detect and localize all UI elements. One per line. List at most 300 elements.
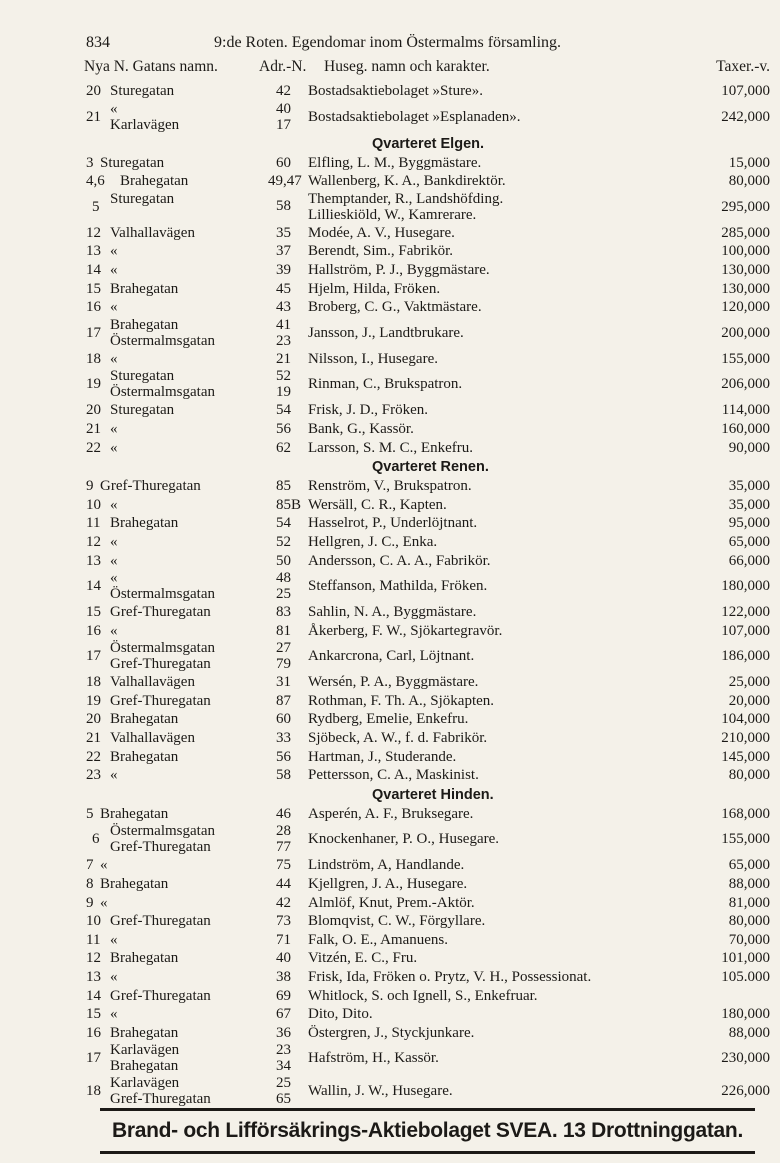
lot-number: 12	[86, 950, 101, 967]
tax-value: 155,000	[721, 350, 770, 367]
table-row	[0, 949, 780, 968]
lot-number: 13	[86, 243, 101, 260]
table-row	[0, 82, 780, 101]
owner-name: Lillieskiöld, W., Kamrerare.	[308, 206, 477, 223]
lot-number: 19	[86, 692, 101, 709]
lot-number: 22	[86, 748, 101, 765]
owner-name: Wallin, J. W., Husegare.	[308, 1083, 453, 1100]
address-number: 25	[276, 586, 291, 603]
table-row	[0, 622, 780, 641]
owner-name: Hellgren, J. C., Enka.	[308, 533, 438, 550]
table-row	[0, 710, 780, 729]
lot-number: 11	[86, 931, 101, 948]
address-number: 36	[276, 1024, 291, 1041]
address-number: 56	[276, 420, 291, 437]
table-row	[0, 533, 780, 552]
section-title: Qvarteret Hinden.	[372, 786, 494, 803]
address-number: 43	[276, 299, 291, 316]
tax-value: 20,000	[728, 692, 770, 709]
owner-name: Pettersson, C. A., Maskinist.	[308, 767, 479, 784]
tax-value: 114,000	[721, 402, 770, 419]
street-name: «	[110, 1006, 118, 1023]
owner-name: Ankarcrona, Carl, Löjtnant.	[308, 648, 475, 665]
address-number: 54	[276, 402, 291, 419]
owner-name: Frisk, Ida, Fröken o. Prytz, V. H., Possessionat.	[308, 969, 592, 985]
lot-number: 20	[86, 402, 101, 419]
table-row	[0, 856, 780, 875]
street-names	[110, 317, 215, 349]
table-row	[0, 242, 780, 261]
table-row	[0, 805, 780, 824]
page-number: 834	[86, 34, 110, 51]
lot-number: 6	[92, 831, 100, 848]
street-names	[110, 1075, 211, 1107]
table-row	[0, 477, 780, 496]
owner-name: Andersson, C. A. A., Fabrikör.	[308, 552, 491, 569]
street-name: Brahegatan	[110, 748, 179, 765]
owner-name: Elfling, L. M., Byggmästare.	[308, 154, 482, 171]
tax-value: 210,000	[721, 730, 770, 747]
street-name: Sturegatan	[110, 402, 175, 419]
address-number: 71	[276, 931, 291, 948]
lot-number: 16	[86, 299, 101, 316]
street-names	[110, 823, 215, 855]
tax-value: 186,000	[721, 648, 770, 665]
street-name: «	[110, 570, 118, 587]
table-row	[0, 640, 780, 673]
owner-name: Dito, Dito.	[308, 1006, 373, 1023]
owner-name: Sjöbeck, A. W., f. d. Fabrikör.	[308, 730, 488, 747]
table-row	[0, 420, 780, 439]
street-name: Östermalmsgatan	[110, 640, 215, 657]
lot-number: 21	[86, 420, 101, 437]
street-name: Karlavägen	[110, 116, 180, 133]
address-number: 33	[276, 730, 291, 747]
lot-number: 13	[86, 969, 101, 985]
lot-number: 18	[86, 674, 101, 691]
address-numbers	[276, 198, 291, 214]
table-row	[0, 280, 780, 299]
table-row	[0, 401, 780, 420]
lot-number: 13	[86, 552, 101, 569]
tax-value: 15,000	[728, 154, 770, 171]
table-row	[0, 968, 780, 987]
owner-name: Bank, G., Kassör.	[308, 420, 414, 437]
street-name: Sturegatan	[110, 368, 175, 385]
address-number: 37	[276, 243, 291, 260]
property-list	[0, 82, 780, 1108]
owner-name: Bostadsaktiebolaget »Esplanaden».	[308, 108, 521, 125]
address-numbers	[276, 823, 291, 855]
owner-name: Vitzén, E. C., Fru.	[308, 950, 418, 967]
tax-value: 242,000	[721, 108, 770, 125]
street-name: Gref-Thuregatan	[110, 656, 211, 673]
owner-name: Wersäll, C. R., Kapten.	[308, 496, 447, 513]
address-number: 42	[276, 83, 291, 99]
tax-value: 35,000	[728, 478, 770, 495]
street-name: «	[110, 767, 118, 784]
street-name: Gref-Thuregatan	[110, 604, 211, 621]
street-name: Valhallavägen	[110, 674, 195, 691]
table-row	[0, 748, 780, 767]
tax-value: 226,000	[721, 1083, 770, 1100]
address-numbers	[276, 570, 291, 602]
tax-value: 107,000	[721, 622, 770, 639]
owner-name: Nilsson, I., Husegare.	[308, 350, 438, 367]
street-name: «	[110, 931, 118, 948]
owner-name: Hasselrot, P., Underlöjtnant.	[308, 515, 478, 532]
address-number: 50	[276, 552, 291, 569]
table-row	[0, 496, 780, 515]
address-number: 42	[276, 894, 291, 911]
address-numbers	[276, 640, 291, 672]
tax-value: 145,000	[721, 748, 770, 765]
owner-name: Lindström, A, Handlande.	[308, 857, 465, 874]
address-number: 60	[276, 154, 291, 171]
table-row	[0, 673, 780, 692]
street-name: Karlavägen	[110, 1042, 180, 1059]
address-number: 38	[276, 969, 291, 985]
address-number: 54	[276, 515, 291, 532]
lot-number: 5	[92, 198, 100, 215]
lot-number: 23	[86, 767, 101, 784]
lot-number: 22	[86, 439, 101, 456]
section-title: Qvarteret Elgen.	[372, 135, 485, 152]
lot-number: 15	[86, 280, 101, 297]
address-number: 52	[276, 368, 291, 385]
address-number: 19	[276, 384, 291, 401]
tax-value: 95,000	[728, 515, 770, 532]
table-row	[0, 552, 780, 571]
owner-name: Blomqvist, C. W., Förgyllare.	[308, 913, 486, 930]
owner-name: Steffanson, Mathilda, Fröken.	[308, 578, 488, 595]
address-number: 73	[276, 913, 291, 930]
address-number: 69	[276, 987, 291, 1004]
owner-name: Renström, V., Brukspatron.	[308, 478, 472, 495]
tax-value: 122,000	[721, 604, 770, 621]
address-number: 44	[276, 876, 291, 893]
table-row	[0, 172, 780, 191]
address-number: 56	[276, 748, 291, 765]
owner-name: Larsson, S. M. C., Enkefru.	[308, 439, 473, 456]
tax-value: 180,000	[721, 578, 770, 595]
address-numbers	[276, 1042, 291, 1074]
page-header	[86, 34, 760, 56]
lot-number: 15	[86, 1006, 101, 1023]
table-row	[0, 1024, 780, 1043]
street-name: «	[110, 243, 118, 260]
address-number: 83	[276, 604, 291, 621]
street-name: «	[110, 552, 118, 569]
lot-number: 3	[86, 154, 94, 171]
address-number: 21	[276, 350, 291, 367]
column-headers	[84, 58, 770, 80]
owner-name: Modée, A. V., Husegare.	[308, 224, 455, 241]
address-number: 62	[276, 439, 291, 456]
street-name: Östermalmsgatan	[110, 823, 215, 840]
street-name: Sturegatan	[110, 190, 175, 207]
table-row	[0, 514, 780, 533]
table-row	[0, 439, 780, 458]
tax-value: 120,000	[721, 299, 770, 316]
lot-number: 9	[86, 894, 94, 911]
address-number: 48	[276, 570, 291, 587]
address-number: 40	[276, 100, 291, 117]
owner-name: Knockenhaner, P. O., Husegare.	[308, 831, 500, 848]
section-heading	[0, 457, 780, 477]
street-name: «	[100, 894, 108, 911]
owner-name: Hartman, J., Studerande.	[308, 748, 457, 765]
owner-name: Broberg, C. G., Vaktmästare.	[308, 299, 482, 316]
address-number: 65	[276, 1091, 291, 1108]
tax-value: 168,000	[721, 805, 770, 822]
owner-name: Sahlin, N. A., Byggmästare.	[308, 604, 477, 621]
address-number: 75	[276, 857, 291, 874]
address-number: 23	[276, 1042, 291, 1059]
lot-number: 19	[86, 376, 101, 393]
street-name: Brahegatan	[110, 950, 179, 967]
lot-number: 8	[86, 876, 94, 893]
table-row	[0, 823, 780, 856]
address-number: 45	[276, 280, 291, 297]
street-name: Brahegatan	[110, 280, 179, 297]
address-number: 77	[276, 839, 291, 856]
tax-value: 100,000	[721, 243, 770, 260]
table-row	[0, 894, 780, 913]
owner-name: Hafström, H., Kassör.	[308, 1050, 439, 1067]
street-name: Östermalmsgatan	[110, 586, 215, 603]
street-name: Brahegatan	[120, 173, 189, 190]
lot-number: 18	[86, 1083, 101, 1100]
street-names	[110, 570, 215, 602]
col-owner-header: Huseg. namn och karakter.	[324, 58, 490, 75]
owner-name: Berendt, Sim., Fabrikör.	[308, 243, 453, 260]
section-heading	[0, 134, 780, 154]
section-title: Qvarteret Renen.	[372, 459, 489, 476]
street-name: «	[110, 622, 118, 639]
table-row	[0, 191, 780, 224]
table-row	[0, 766, 780, 785]
street-name: «	[110, 100, 118, 117]
address-number: 41	[276, 316, 291, 333]
lot-number: 10	[86, 913, 101, 930]
address-number: 58	[276, 197, 291, 214]
tax-value: 70,000	[728, 931, 770, 948]
address-number: 28	[276, 823, 291, 840]
address-number: 52	[276, 533, 291, 550]
lot-number: 21	[86, 108, 101, 125]
street-name: Brahegatan	[110, 1024, 179, 1041]
address-number: 58	[276, 767, 291, 784]
table-row	[0, 931, 780, 950]
owner-name: Kjellgren, J. A., Husegare.	[308, 876, 468, 893]
address-number: 85	[276, 478, 291, 495]
owner-name: Themptander, R., Landshöfding.	[308, 190, 504, 207]
address-numbers	[276, 368, 291, 400]
street-name: «	[110, 420, 118, 437]
address-number: 87	[276, 692, 291, 709]
street-name: «	[110, 533, 118, 550]
table-row	[0, 350, 780, 369]
table-row	[0, 368, 780, 401]
address-number: 27	[276, 640, 291, 657]
table-row	[0, 154, 780, 173]
tax-value: 88,000	[728, 1024, 770, 1041]
tax-value: 66,000	[728, 552, 770, 569]
address-number: 25	[276, 1075, 291, 1092]
address-number: 49,47	[268, 173, 302, 190]
table-row	[0, 1042, 780, 1075]
lot-number: 14	[86, 578, 101, 595]
tax-value: 285,000	[721, 224, 770, 241]
street-names	[110, 101, 179, 133]
tax-value: 90,000	[728, 439, 770, 456]
street-name: «	[100, 857, 108, 874]
tax-value: 130,000	[721, 261, 770, 278]
address-number: 85B	[276, 496, 302, 513]
address-number: 46	[276, 805, 291, 822]
table-row	[0, 224, 780, 243]
street-name: Gref-Thuregatan	[110, 692, 211, 709]
lot-number: 17	[86, 648, 101, 665]
col-tax-header: Taxer.-v.	[716, 58, 770, 75]
owner-name: Rinman, C., Brukspatron.	[308, 376, 463, 393]
tax-value: 107,000	[721, 83, 770, 99]
owner-name: Wallenberg, K. A., Bankdirektör.	[308, 173, 506, 190]
owner-name: Bostadsaktiebolaget »Sture».	[308, 83, 483, 99]
tax-value: 35,000	[728, 496, 770, 513]
lot-number: 18	[86, 350, 101, 367]
street-name: Brahegatan	[100, 876, 169, 893]
tax-value: 101,000	[721, 950, 770, 967]
section-heading	[0, 785, 780, 805]
lot-number: 17	[86, 324, 101, 341]
street-name: «	[110, 350, 118, 367]
street-name: Valhallavägen	[110, 224, 195, 241]
table-row	[0, 317, 780, 350]
owner-names	[308, 191, 503, 223]
tax-value: 160,000	[721, 420, 770, 437]
tax-value: 155,000	[721, 831, 770, 848]
street-name: Brahegatan	[110, 711, 179, 728]
lot-number: 20	[86, 711, 101, 728]
street-name: Brahegatan	[110, 1058, 179, 1075]
street-names	[110, 1042, 179, 1074]
tax-value: 105.000	[721, 969, 770, 985]
address-number: 17	[276, 116, 291, 133]
owner-name: Almlöf, Knut, Prem.-Aktör.	[308, 894, 475, 911]
address-number: 34	[276, 1058, 291, 1075]
lot-number: 10	[86, 496, 101, 513]
street-name: Gref-Thuregatan	[100, 478, 201, 495]
owner-name: Hjelm, Hilda, Fröken.	[308, 280, 441, 297]
street-name: Brahegatan	[100, 805, 169, 822]
table-row	[0, 1005, 780, 1024]
lot-number: 15	[86, 604, 101, 621]
tax-value: 206,000	[721, 376, 770, 393]
owner-name: Falk, O. E., Amanuens.	[308, 931, 448, 948]
address-number: 79	[276, 656, 291, 673]
address-number: 60	[276, 711, 291, 728]
owner-name: Hallström, P. J., Byggmästare.	[308, 261, 490, 278]
street-name: Sturegatan	[100, 154, 165, 171]
address-numbers	[276, 101, 291, 133]
street-name: Karlavägen	[110, 1075, 180, 1092]
street-name: «	[110, 261, 118, 278]
tax-value: 81,000	[728, 894, 770, 911]
owner-name: Rydberg, Emelie, Enkefru.	[308, 711, 469, 728]
advertisement-footer: Brand- och Lifförsäkrings-Aktiebolaget SVEA. 13 Drottninggatan.	[100, 1108, 755, 1154]
street-name: Valhallavägen	[110, 730, 195, 747]
lot-number: 21	[86, 730, 101, 747]
address-numbers	[276, 1075, 291, 1107]
address-numbers	[276, 317, 291, 349]
street-name: Östermalmsgatan	[110, 332, 215, 349]
tax-value: 230,000	[721, 1050, 770, 1067]
tax-value: 180,000	[721, 1006, 770, 1023]
owner-name: Jansson, J., Landtbrukare.	[308, 324, 464, 341]
street-name: Gref-Thuregatan	[110, 1091, 211, 1108]
table-row	[0, 912, 780, 931]
page-title: 9:de Roten. Egendomar inom Östermalms församling.	[214, 34, 562, 51]
owner-name: Östergren, J., Styckjunkare.	[308, 1024, 475, 1041]
owner-name: Frisk, J. D., Fröken.	[308, 402, 429, 419]
table-row	[0, 298, 780, 317]
address-number: 23	[276, 332, 291, 349]
address-number: 35	[276, 224, 291, 241]
table-row	[0, 570, 780, 603]
table-row	[0, 101, 780, 134]
lot-number: 7	[86, 857, 94, 874]
street-name: «	[110, 299, 118, 316]
col-adr-header: Adr.-N.	[259, 58, 307, 75]
table-row	[0, 875, 780, 894]
street-names	[110, 191, 174, 207]
address-number: 40	[276, 950, 291, 967]
street-names	[110, 640, 215, 672]
owner-name: Rothman, F. Th. A., Sjökapten.	[308, 692, 495, 709]
street-name: Gref-Thuregatan	[110, 839, 211, 856]
col-street-header: Nya N. Gatans namn.	[84, 58, 218, 75]
lot-number: 16	[86, 622, 101, 639]
lot-number: 14	[86, 987, 101, 1004]
table-row	[0, 603, 780, 622]
table-row	[0, 692, 780, 711]
tax-value: 80,000	[728, 173, 770, 190]
tax-value: 65,000	[728, 857, 770, 874]
street-name: Sturegatan	[110, 83, 175, 99]
address-number: 67	[276, 1006, 291, 1023]
street-name: Brahegatan	[110, 316, 179, 333]
address-number: 81	[276, 622, 291, 639]
lot-number: 9	[86, 478, 94, 495]
table-row	[0, 1075, 780, 1108]
street-name: Gref-Thuregatan	[110, 913, 211, 930]
tax-value: 130,000	[721, 280, 770, 297]
tax-value: 88,000	[728, 876, 770, 893]
street-name: «	[110, 439, 118, 456]
tax-value: 200,000	[721, 324, 770, 341]
lot-number: 5	[86, 805, 94, 822]
lot-number: 17	[86, 1050, 101, 1067]
address-number: 39	[276, 261, 291, 278]
street-name: Östermalmsgatan	[110, 384, 215, 401]
owner-name: Wersén, P. A., Byggmästare.	[308, 674, 479, 691]
street-name: Gref-Thuregatan	[110, 987, 211, 1004]
lot-number: 20	[86, 83, 101, 99]
lot-number: 4,6	[86, 173, 105, 190]
tax-value: 80,000	[728, 767, 770, 784]
